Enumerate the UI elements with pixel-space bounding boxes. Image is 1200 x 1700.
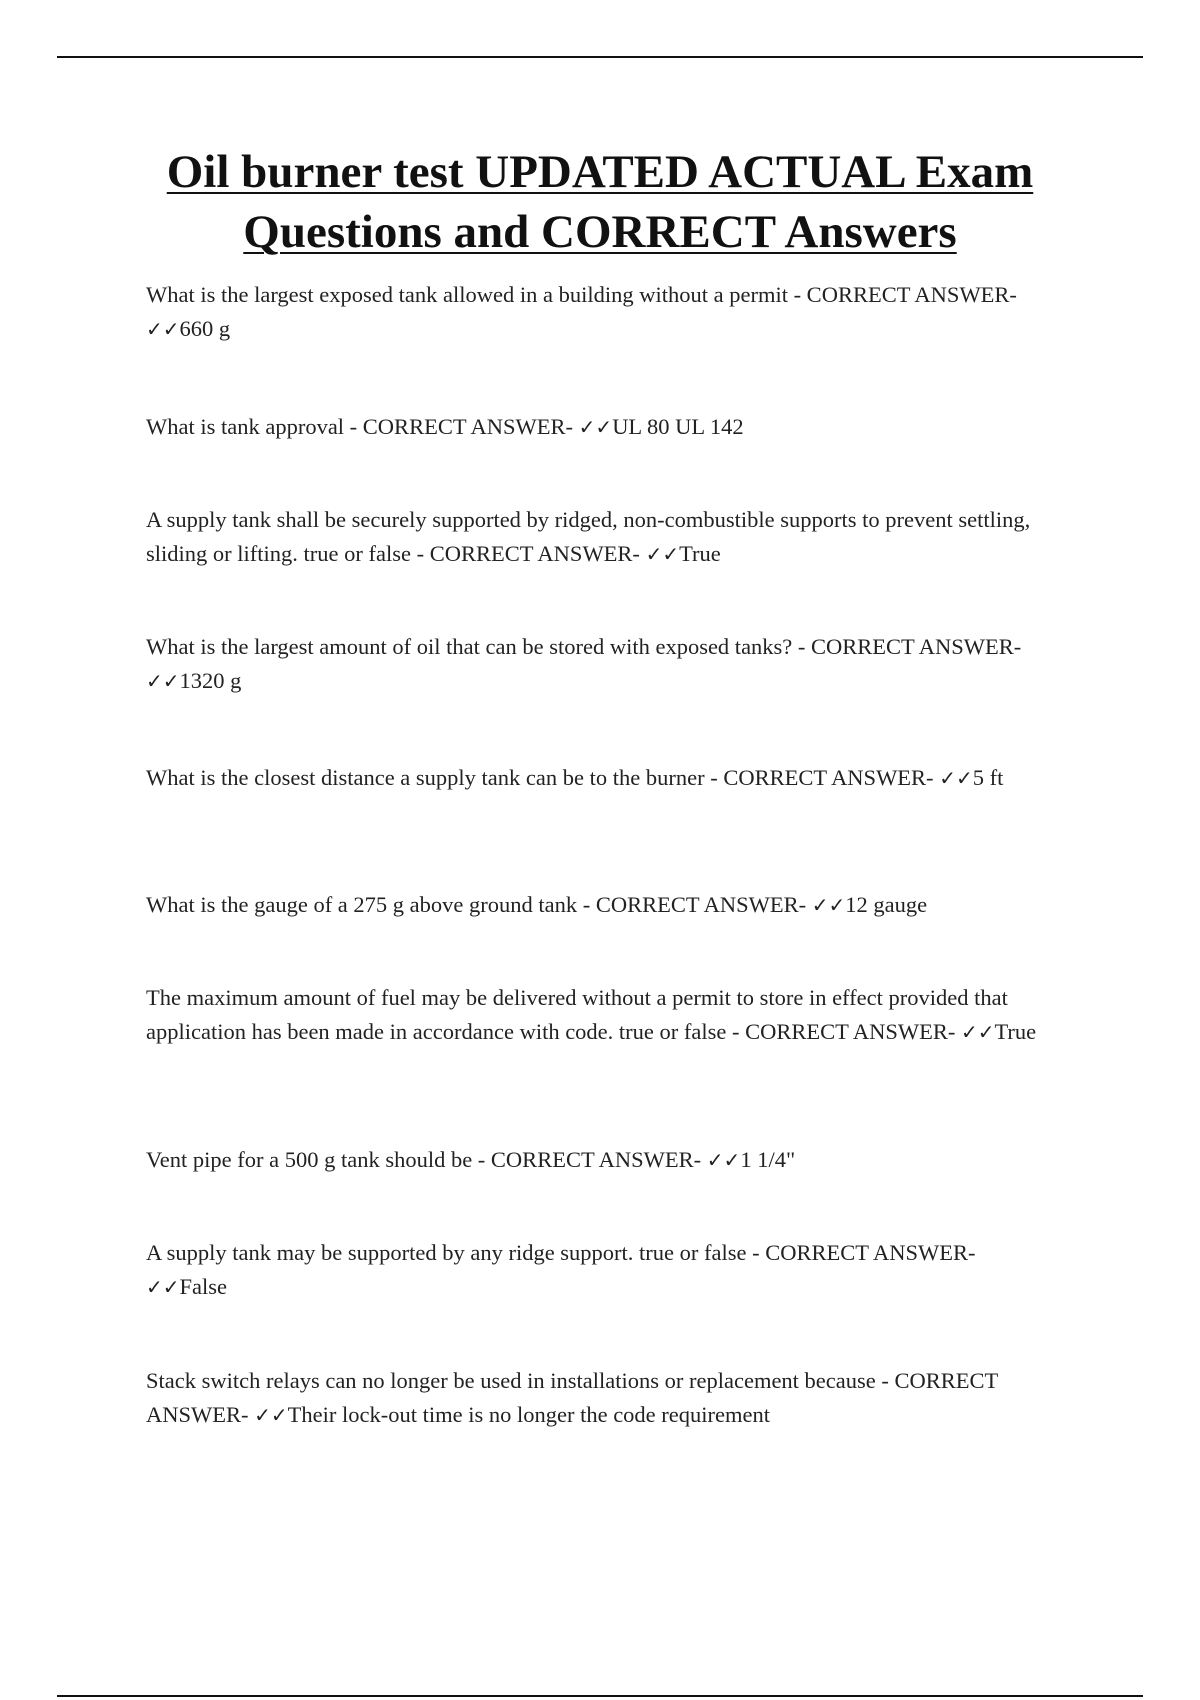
qa-answer: True: [679, 541, 721, 566]
title-line-1: Oil burner test UPDATED ACTUAL Exam: [166, 146, 1034, 198]
check-icon: ✓✓: [960, 1020, 995, 1044]
check-icon: ✓✓: [578, 415, 613, 439]
qa-answer: 660 g: [179, 316, 231, 341]
check-icon: ✓✓: [146, 669, 180, 693]
qa-answer: 5 ft: [972, 765, 1004, 790]
title-line-2: Questions and CORRECT Answers: [243, 206, 957, 258]
qa-item: [146, 888, 1056, 922]
check-icon: ✓✓: [146, 1275, 180, 1299]
check-icon: ✓✓: [254, 1403, 288, 1427]
qa-item: [146, 1143, 1056, 1177]
qa-answer: Their lock-out time is no longer the code requirement: [287, 1402, 770, 1427]
qa-question: What is the largest exposed tank allowed in a building without a permit - CORRECT ANSWER-: [146, 282, 1017, 307]
qa-item: [146, 410, 1056, 444]
qa-question: Vent pipe for a 500 g tank should be - CORRECT ANSWER-: [146, 1147, 707, 1172]
check-icon: ✓✓: [706, 1148, 741, 1172]
qa-question: Stack switch relays can no longer be used in installations or replacement because - CORRECT ANSWER-: [146, 1368, 998, 1427]
qa-item: [146, 1364, 1056, 1432]
check-icon: ✓✓: [645, 542, 680, 566]
check-icon: ✓✓: [146, 317, 180, 341]
check-icon: ✓✓: [811, 893, 846, 917]
qa-question: The maximum amount of fuel may be delivered without a permit to store in effect provided that application has been made in accordance with code. true or false - CORRECT ANSWER-: [146, 985, 1008, 1044]
qa-item: [146, 503, 1056, 571]
check-icon: ✓✓: [939, 766, 973, 790]
page-title: [100, 142, 1100, 262]
qa-question: What is the closest distance a supply tank can be to the burner - CORRECT ANSWER-: [146, 765, 940, 790]
qa-answer: 12 gauge: [845, 892, 928, 917]
qa-answer: False: [179, 1274, 228, 1299]
qa-question: A supply tank shall be securely supported by ridged, non-combustible supports to prevent settling, sliding or lifting. true or false - CORRECT ANSWER-: [146, 507, 1031, 566]
qa-answer: True: [994, 1019, 1037, 1044]
bottom-rule: [57, 1695, 1143, 1697]
qa-item: [146, 630, 1056, 698]
qa-answer: 1320 g: [179, 668, 242, 693]
qa-question: A supply tank may be supported by any ridge support. true or false - CORRECT ANSWER-: [146, 1240, 976, 1265]
qa-item: [146, 761, 1056, 795]
qa-question: What is tank approval - CORRECT ANSWER-: [146, 414, 579, 439]
top-rule: [57, 56, 1143, 58]
qa-answer: UL 80 UL 142: [612, 414, 744, 439]
qa-question: What is the largest amount of oil that can be stored with exposed tanks? - CORRECT ANSWER-: [146, 634, 1022, 659]
qa-item: [146, 278, 1056, 346]
qa-item: [146, 981, 1056, 1049]
qa-item: [146, 1236, 1056, 1304]
qa-question: What is the gauge of a 275 g above ground tank - CORRECT ANSWER-: [146, 892, 812, 917]
qa-answer: 1 1/4": [740, 1147, 796, 1172]
